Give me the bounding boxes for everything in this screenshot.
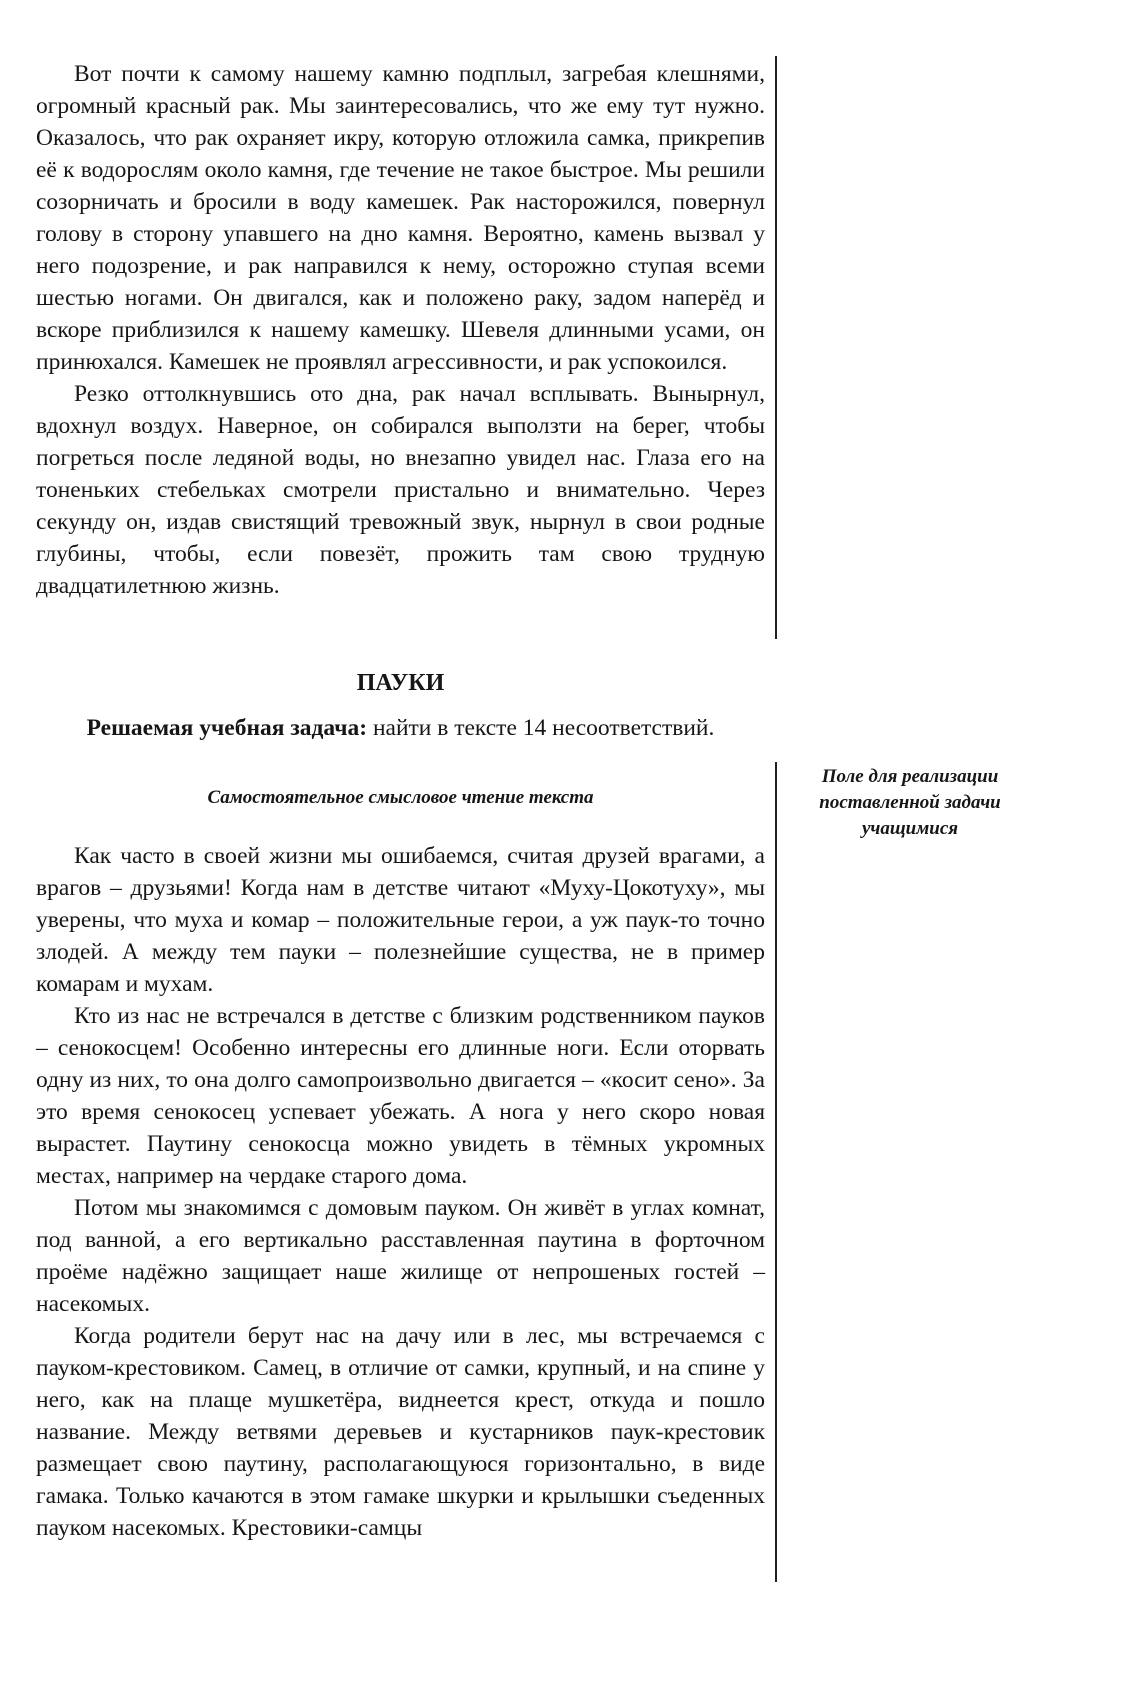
- paragraph-spiders-1: Как часто в своей жизни мы ошибаемся, считая друзей врагами, а врагов – друзьями! Когда нам в детстве читают «Муху-Цокотуху», мы уверены, что муха и комар – положительные герои, а уж паук-то точно злодей. А между тем пауки – полезнейшие существа, не в пример комарам и мухам.: [36, 843, 765, 997]
- paragraph-crayfish-2: Резко оттолкнувшись ото дна, рак начал всплывать. Вынырнул, вдохнул воздух. Наверное, он собирался выползти на берег, чтобы погреться после ледяной воды, но внезапно увидел нас. Глаза его на тоненьких стебельках смотрели пристально и внимательно. Через секунду он, издав свистящий тревожный звук, нырнул в свои родные глубины, чтобы, если повезёт, прожить там свою трудную двадцатилетнюю жизнь.: [36, 381, 765, 599]
- margin-note-line-2: поставленной задачи: [819, 792, 1001, 813]
- margin-note: [800, 764, 1020, 842]
- top-text-block: [36, 58, 765, 602]
- task-text: найти в тексте 14 несоответствий.: [367, 715, 715, 741]
- paragraph-spiders-4: Когда родители берут нас на дачу или в лес, мы встречаемся с пауком-крестовиком. Самец, в отличие от самки, крупный, и на спине у него, как на плаще мушкетёра, виднеется крест, откуда и пошло название. Между ветвями деревьев и кустарников паук-крестовик размещает свою паутину, располагающуюся горизонтально, в виде гамака. Только качаются в этом гамаке шкурки и крылышки съеденных пауком насекомых. Крестовики-самцы: [36, 1323, 765, 1541]
- margin-rule-top: [775, 56, 777, 639]
- margin-rule-bottom: [775, 762, 777, 1582]
- paragraph-spiders-2: Кто из нас не встречался в детстве с близким родственником пауков – сенокосцем! Особенно интересны его длинные ноги. Если оторвать одну из них, то она долго самопроизвольно двигается – «косит сено». За это время сенокосец успевает убежать. А нога у него скоро новая вырастет. Паутину сенокосца можно увидеть в тёмных укромных местах, например на чердаке старого дома.: [36, 1003, 765, 1189]
- reading-subtitle: Самостоятельное смысловое чтение текста: [207, 787, 594, 808]
- margin-note-line-3: учащимися: [861, 818, 959, 839]
- margin-note-line-1: Поле для реализации: [821, 766, 999, 787]
- task-label: Решаемая учебная задача:: [86, 715, 368, 741]
- task-line: [36, 715, 765, 742]
- section-title: ПАУКИ: [356, 670, 445, 696]
- paragraph-spiders-3: Потом мы знакомимся с домовым пауком. Он живёт в углах комнат, под ванной, а его вертикально расставленная паутина в форточном проёме надёжно защищает наше жилище от непрошеных гостей – насекомых.: [36, 1195, 765, 1317]
- spiders-text-block: [36, 840, 765, 1544]
- paragraph-crayfish-1: Вот почти к самому нашему камню подплыл, загребая клешнями, огромный красный рак. Мы заинтересовались, что же ему тут нужно. Оказалось, что рак охраняет икру, которую отложила самка, прикрепив её к водорослям около камня, где течение не такое быстрое. Мы решили созорничать и бросили в воду камешек. Рак насторожился, повернул голову в сторону упавшего на дно камня. Вероятно, камень вызвал у него подозрение, и рак направился к нему, осторожно ступая всеми шестью ногами. Он двигался, как и положено раку, задом наперёд и вскоре приблизился к нашему камешку. Шевеля длинными усами, он принюхался. Камешек не проявлял агрессивности, и рак успокоился.: [36, 61, 765, 375]
